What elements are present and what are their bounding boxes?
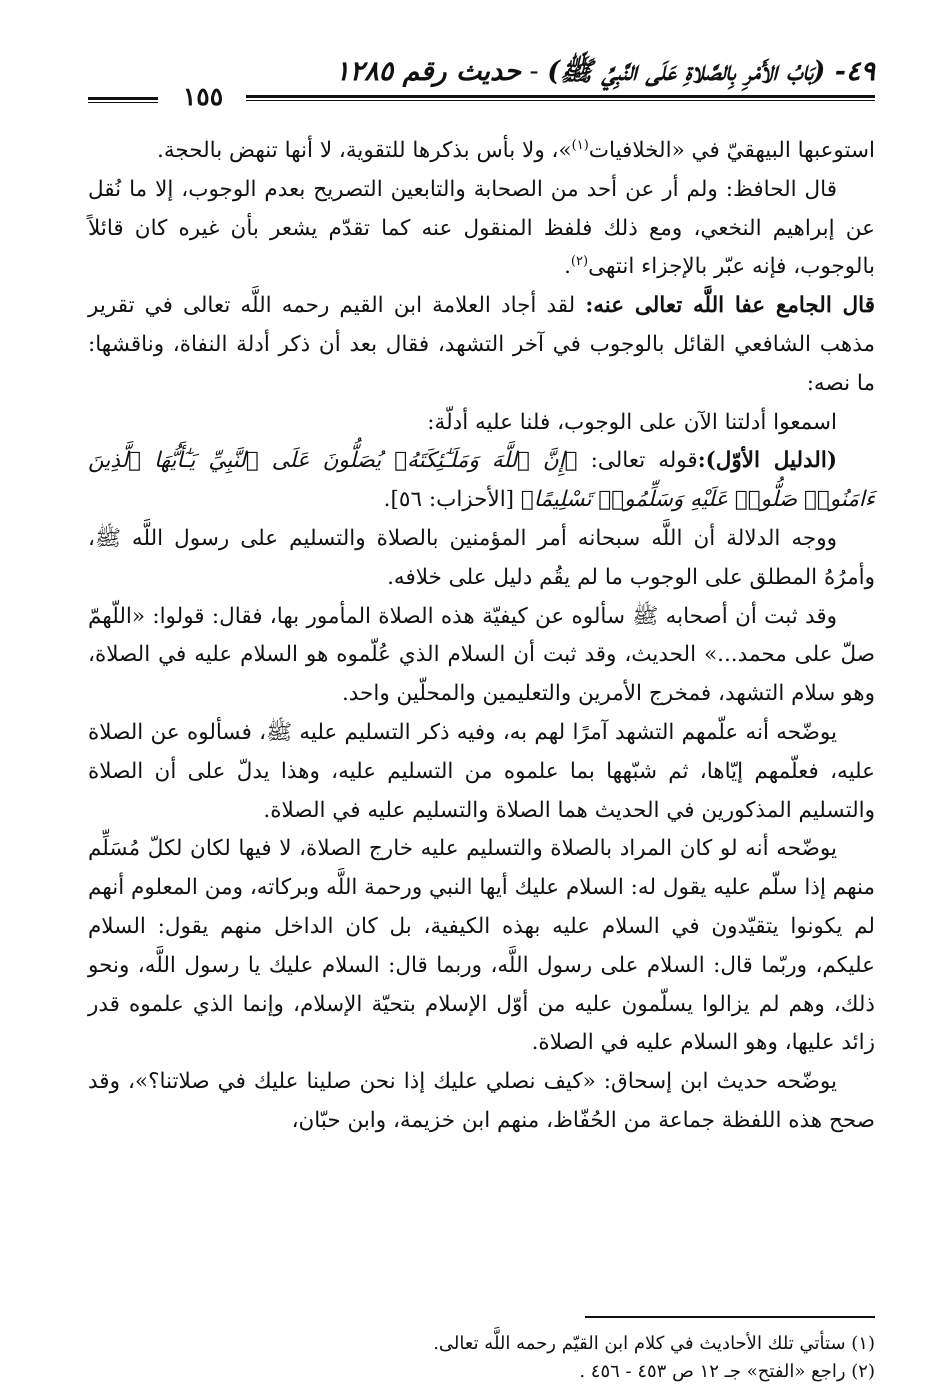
- paragraph-text: »، ولا بأس بذكرها للتقوية، لا أنها تنهض بالحجة.: [156, 138, 572, 163]
- paragraph-text: يوضّحه حديث ابن إسحاق: «كيف نصلي عليك إذا نحن صلينا عليك في صلاتنا؟»، وقد صحح هذه اللفظة جماعة من الحُفّاظ، منهم ابن خزيمة، وابن حبّان،: [88, 1069, 875, 1133]
- verse-reference: [الأحزاب: ٥٦].: [383, 487, 521, 513]
- paragraph-text: استوعبها البيهقيّ في «الخلافيات: [588, 138, 875, 163]
- paragraph-2: [88, 171, 875, 287]
- page-number: ١٥٥: [182, 82, 224, 111]
- paragraph-6: [88, 520, 875, 598]
- footnote-1: (١) ستأتي تلك الأحاديث في كلام ابن القيّم رحمه اللَّه تعالى.: [433, 1333, 875, 1354]
- header-rule: [246, 95, 875, 101]
- paragraph-text: ووجه الدلالة أن اللَّه سبحانه أمر المؤمنين بالصلاة والتسليم على رسول اللَّه ﷺ، وأمرُهُ المطلق على الوجوب ما لم يقُم دليل على خلافه.: [88, 525, 875, 590]
- hadith-number: حديث رقم ١٢٨٥: [335, 56, 521, 87]
- paragraph-7: [88, 598, 875, 714]
- footnote-ref-2: (٢): [570, 254, 589, 270]
- paragraph-10: [88, 1063, 875, 1141]
- paragraph-lead: (الدليل الأوّل):: [697, 448, 837, 474]
- title-separator: -: [520, 56, 548, 87]
- paragraph-4: [88, 404, 875, 443]
- paragraph-text: يوضّحه أنه علّمهم التشهد آمرًا لهم به، وفيه ذكر التسليم عليه ﷺ، فسألوه عن الصلاة عليه، فعلّمهم إيّاها، ثم شبّهها بما علموه من التسليم عليه، وهذا يدلّ على أن الصلاة والتسليم المذكورين في الحديث هما الصلاة والتسليم عليه في الصلاة.: [88, 719, 875, 823]
- paragraph-3: [88, 287, 875, 403]
- paragraph-1: [88, 132, 875, 171]
- paragraph-text: لقد أجاد العلامة ابن القيم رحمه اللَّه تعالى في تقرير مذهب الشافعي القائل بالوجوب في آخر التشهد، فقال بعد أن ذكر أدلة النفاة، وناقشها: ما نصه:: [88, 293, 875, 396]
- paragraph-text: .: [564, 254, 571, 280]
- footnotes: [88, 1330, 875, 1386]
- paragraph-text: اسمعوا أدلتنا الآن على الوجوب، فلنا عليه أدلّة:: [427, 409, 837, 435]
- quran-verse: ﴿إِنَّ ٱللَّهَ وَمَلَـٰٓئِكَتَهُۥ يُصَلُّونَ عَلَى ٱلنَّبِيِّ يَـٰٓأَيُّهَا ٱلَّذِينَ ءَامَنُوا۟ صَلُّوا۟ عَلَيْهِ وَسَلِّمُوا۟ تَسْلِيمًا﴾: [88, 448, 875, 513]
- paragraph-text: قال الحافظ: ولم أر عن أحد من الصحابة والتابعين التصريح بعدم الوجوب، إلا ما نُقل عن إبراهيم النخعي، ومع ذلك فلفظ المنقول عنه كما تقدّم يشعر بأن غيره كان قائلاً بالوجوب، فإنه عبّر بالإجزاء انتهى: [88, 176, 875, 280]
- paragraph-text: وقد ثبت أن أصحابه ﷺ سألوه عن كيفيّة هذه الصلاة المأمور بها، فقال: قولوا: «اللّهمّ صلّ على محمد...» الحديث، وقد ثبت أن السلام الذي عُلّموه هو السلام عليه في الصلاة، وهو سلام التشهد، فمخرج الأمرين والتعليمين والمحلّين واحد.: [88, 603, 875, 707]
- paragraph-9: [88, 830, 875, 1063]
- footnote-2: (٢) راجع «الفتح» جـ ١٢ ص ٤٥٣ - ٤٥٦ .: [579, 1361, 875, 1382]
- paragraph-8: [88, 714, 875, 830]
- paragraph-text: يوضّحه أنه لو كان المراد بالصلاة والتسليم عليه خارج الصلاة، لا فيها لكان لكلّ مُسَلِّم منهم إذا سلّم عليه يقول له: السلام عليك أيها النبي ورحمة اللَّه وبركاته، ومن المعلوم أنهم لم يكونوا يتقيّدون في السلام عليه بهذه الكيفية، بل كان الداخل منهم يقول: السلام عليكم، وربّما قال: السلام على رسول اللَّه، وربما قال: السلام عليك يا رسول اللَّه، ونحو ذلك، وهم لم يزالوا يسلّمون عليه من أوّل الإسلام بتحيّة الإسلام، وإنما الذي علموه قدر زائد عليها، وهو السلام عليه في الصلاة.: [88, 836, 875, 1056]
- page-number-rule: [88, 97, 158, 103]
- paragraph-lead: قال الجامع عفا اللَّه تعالى عنه:: [585, 293, 875, 319]
- main-text: [88, 132, 875, 1141]
- paragraph-text: قوله تعالى:: [577, 448, 698, 474]
- footnote-divider: [585, 1316, 875, 1318]
- running-title: [318, 52, 875, 92]
- page-header: [88, 52, 875, 112]
- chapter-title: ٤٩- (بَابُ الأَمْرِ بِالصَّلاةِ عَلَى النَّبِيِّ ﷺ): [547, 56, 875, 87]
- paragraph-5: [88, 442, 875, 520]
- footnote-ref-1: (١): [571, 137, 589, 153]
